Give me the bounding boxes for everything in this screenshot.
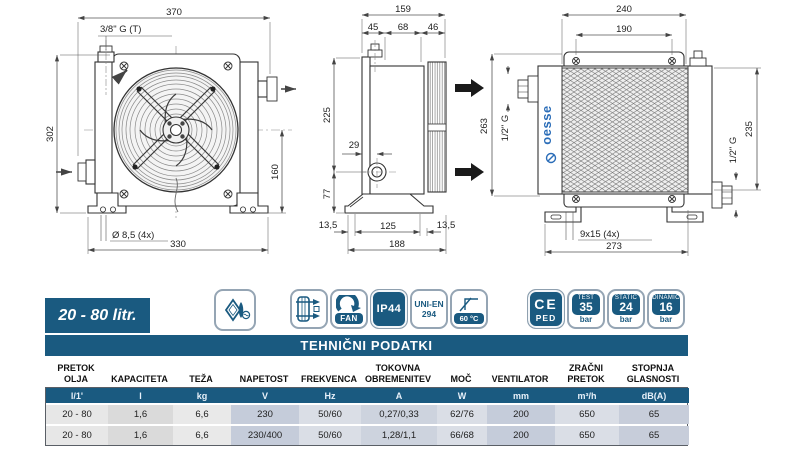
data-cell: 650 bbox=[555, 405, 619, 424]
standard-line1: UNI-EN bbox=[414, 298, 444, 309]
data-cell: 50/60 bbox=[299, 426, 361, 445]
technical-data-table bbox=[45, 335, 688, 446]
static-pressure-unit: bar bbox=[619, 314, 633, 324]
data-cell: 6,6 bbox=[173, 426, 231, 445]
ce-mark: CE bbox=[534, 295, 558, 312]
capacity-badge: 20 - 80 litr. bbox=[45, 298, 150, 333]
dynamic-pressure-badge bbox=[647, 289, 685, 329]
data-cell: 650 bbox=[555, 426, 619, 445]
unit-cell: A bbox=[361, 388, 437, 403]
unit-cell: kg bbox=[173, 388, 231, 403]
data-cell: 230/400 bbox=[231, 426, 299, 445]
ce-ped-badge bbox=[527, 289, 565, 329]
dim-front-height: 302 bbox=[45, 126, 56, 142]
unit-cell: m³/h bbox=[555, 388, 619, 403]
data-cell: 6,6 bbox=[173, 405, 231, 424]
unit-cell: V bbox=[231, 388, 299, 403]
ip-rating-badge bbox=[370, 289, 408, 329]
data-cell: 0,27/0,33 bbox=[361, 405, 437, 424]
dim-side-depth: 159 bbox=[395, 4, 411, 15]
dynamic-pressure-value: 16 bbox=[659, 299, 673, 314]
temperature-icon bbox=[458, 294, 480, 312]
table-header-row bbox=[45, 356, 688, 387]
col-header: TOKOVNA OBREMENITEV bbox=[364, 363, 431, 384]
static-pressure-value: 24 bbox=[619, 299, 633, 314]
data-cell: 1,6 bbox=[108, 426, 173, 445]
data-cell: 65 bbox=[619, 405, 689, 424]
test-pressure-label: TEST bbox=[577, 294, 595, 301]
dim-back-base: 273 bbox=[606, 241, 622, 252]
test-pressure-badge bbox=[567, 289, 605, 329]
col-header: TEŽA bbox=[189, 373, 213, 384]
static-pressure-badge bbox=[607, 289, 645, 329]
col-header: KAPACITETA bbox=[111, 373, 168, 384]
port-in-label: 1/2" G bbox=[500, 114, 511, 142]
table-body bbox=[45, 387, 688, 446]
port-out-label: 1/2" G bbox=[728, 136, 739, 164]
dim-side-foot-center: 125 bbox=[380, 221, 396, 232]
unit-cell: l bbox=[108, 388, 173, 403]
dim-front-base: 330 bbox=[170, 239, 186, 250]
dim-back-bracket-holes: 190 bbox=[616, 24, 632, 35]
dim-front-width: 370 bbox=[166, 7, 182, 18]
standard-line2: 294 bbox=[421, 309, 437, 319]
fan-badge bbox=[330, 289, 368, 329]
back-view-drawing bbox=[479, 4, 761, 256]
oil-flow-badge bbox=[290, 289, 328, 329]
svg-text:oesse: oesse bbox=[539, 105, 554, 145]
dim-front-holes: Ø 8,5 (4x) bbox=[112, 230, 155, 241]
dim-side-foot-right: 13,5 bbox=[436, 220, 456, 231]
unit-cell: mm bbox=[487, 388, 555, 403]
fan-rotation-icon bbox=[336, 295, 362, 312]
dim-back-total-height: 263 bbox=[479, 118, 490, 134]
unit-cell: l/1' bbox=[46, 388, 108, 403]
col-header: FREKVENCA bbox=[300, 373, 357, 384]
dim-side-upper: 225 bbox=[322, 107, 333, 123]
dim-side-foot-left: 13,5 bbox=[318, 220, 338, 231]
dynamic-pressure-unit: bar bbox=[659, 314, 673, 324]
test-pressure-value: 35 bbox=[579, 299, 593, 314]
unit-cell: dB(A) bbox=[619, 388, 689, 403]
fan-label: FAN bbox=[335, 313, 363, 324]
max-temp-badge bbox=[450, 289, 488, 329]
dim-side-lower: 77 bbox=[322, 188, 333, 200]
oil-flow-icon bbox=[294, 294, 324, 324]
col-header: STOPNJA GLASNOSTI bbox=[626, 363, 680, 384]
table-title: TEHNIČNI PODATKI bbox=[45, 335, 688, 356]
heat-exchange-badge bbox=[214, 289, 256, 331]
table-row bbox=[46, 403, 687, 424]
dim-front-fan-axis: 160 bbox=[270, 164, 281, 180]
dim-back-slots: 9x15 (4x) bbox=[580, 229, 620, 240]
col-header: ZRAČNI PRETOK bbox=[567, 363, 605, 384]
dim-side-core: 46 bbox=[427, 22, 439, 33]
col-header: NAPETOST bbox=[239, 373, 289, 384]
side-view-drawing bbox=[319, 4, 484, 254]
ip-rating-label: IP44 bbox=[376, 303, 402, 315]
data-cell: 1,6 bbox=[108, 405, 173, 424]
data-cell: 200 bbox=[487, 426, 555, 445]
static-pressure-label: STATIC bbox=[614, 294, 638, 301]
dim-side-port-axis: 29 bbox=[348, 140, 360, 151]
unit-cell: Hz bbox=[299, 388, 361, 403]
data-cell: 20 - 80 bbox=[46, 426, 108, 445]
col-header: MOČ bbox=[450, 373, 472, 384]
front-top-port-label: 3/8" G (T) bbox=[100, 24, 142, 35]
data-cell: 66/68 bbox=[437, 426, 487, 445]
data-cell: 62/76 bbox=[437, 405, 487, 424]
col-header: VENTILATOR bbox=[491, 373, 549, 384]
data-cell: 230 bbox=[231, 405, 299, 424]
table-row bbox=[46, 424, 687, 445]
unit-cell: W bbox=[437, 388, 487, 403]
max-temp-label: 60 °C bbox=[454, 313, 485, 324]
ce-sub-label: PED bbox=[535, 312, 557, 323]
dynamic-pressure-label: DINAMIC bbox=[652, 294, 680, 301]
dim-side-body: 68 bbox=[397, 22, 409, 33]
front-view-drawing bbox=[45, 7, 296, 254]
data-cell: 50/60 bbox=[299, 405, 361, 424]
test-pressure-unit: bar bbox=[579, 314, 593, 324]
data-cell: 65 bbox=[619, 426, 689, 445]
data-cell: 1,28/1,1 bbox=[361, 426, 437, 445]
data-cell: 200 bbox=[487, 405, 555, 424]
col-header: PRETOK OLJA bbox=[57, 363, 95, 384]
table-units-row bbox=[46, 388, 687, 403]
dim-side-fan: 45 bbox=[367, 22, 379, 33]
dim-back-core-width: 240 bbox=[616, 4, 632, 15]
data-cell: 20 - 80 bbox=[46, 405, 108, 424]
standard-badge bbox=[410, 289, 448, 329]
dim-back-body-height: 235 bbox=[744, 121, 755, 137]
heat-exchange-icon bbox=[218, 295, 252, 325]
dim-side-base: 188 bbox=[389, 239, 405, 250]
